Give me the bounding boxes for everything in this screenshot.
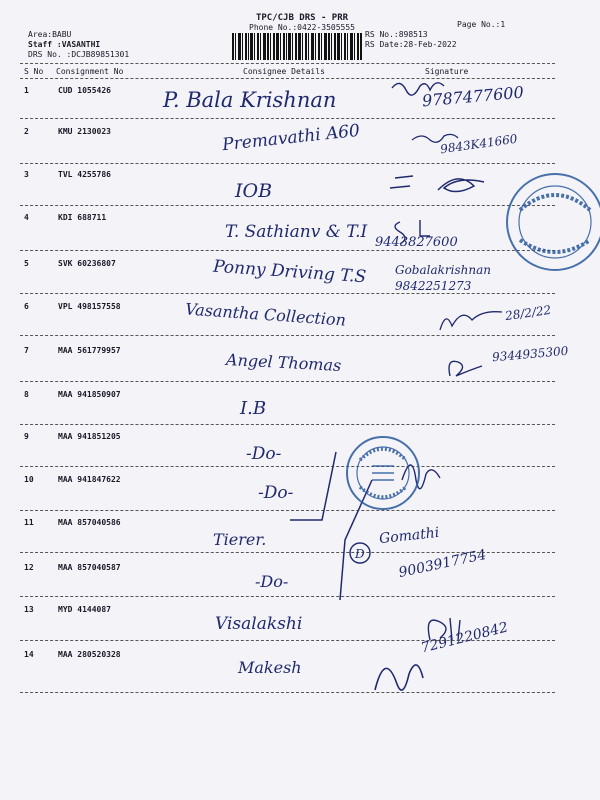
row-1-signature: 9787477600 [421,82,525,111]
signature-scribble-10 [402,465,440,489]
document-title: TPC/CJB DRS - PRR [255,13,349,23]
row-5-consignee: Ponny Driving T.S [212,256,367,288]
row-11-consignment: MAA 857040586 [58,518,121,527]
row-14-consignment: MAA 280520328 [58,650,121,659]
row-12-consignment: MAA 857040587 [58,563,121,572]
row-4-sno: 4 [24,213,29,222]
row-14-sno: 14 [24,650,34,659]
row-10-sno: 10 [24,475,34,484]
signature-scribble-7 [449,361,482,376]
row-1-consignee: P. Bala Krishnan [163,88,337,112]
signature-scribble-3 [438,179,484,192]
rs-number: RS No.:898513 [365,30,428,39]
row-5-signature: Gobalakrishnan 9842251273 [395,263,491,293]
drs-label: DRS No. : [28,50,72,59]
column-header-signature: Signature [425,67,469,76]
stamp-seal-middle [347,437,419,509]
signature-scribble-14 [375,665,423,690]
row-13-consignment: MYD 4144087 [58,605,111,614]
row-12-consignee: -Do- [255,572,289,591]
row-4-consignment: KDI 688711 [58,213,107,222]
row-12-sno: 12 [24,563,34,572]
row-6-signature: 28/2/22 [504,302,553,324]
row-9-consignment: MAA 941851205 [58,432,121,441]
dash-mark [395,176,413,178]
row-8-consignee: I.B [240,398,267,419]
column-header-sno: S No [24,67,44,76]
row-1-sno: 1 [24,86,29,95]
signature-scribble-6 [440,312,502,330]
row-7-consignment: MAA 561779957 [58,346,121,355]
column-header-consignee: Consignee Details [243,67,325,76]
drs-value: DCJB89851301 [71,50,130,59]
staff-value: VASANTHI [61,40,101,49]
row-8-consignment: MAA 941850907 [58,390,121,399]
rs-date: RS Date:28-Feb-2022 [365,40,457,49]
d-letter-mark: D [355,547,365,561]
row-2-consignment: KMU 2130023 [58,127,111,136]
row-9-consignee: -Do- [246,444,282,464]
row-7-consignee: Angel Thomas [225,349,342,376]
row-4-signature: 9443827600 [375,235,458,250]
row-3-sno: 3 [24,170,29,179]
staff-label: Staff : [28,40,62,49]
row-8-sno: 8 [24,390,29,399]
row-6-consignee: Vasantha Collection [184,299,347,330]
row-11-signature: Gomathi [378,524,441,548]
row-3-consignment: TVL 4255786 [58,170,111,179]
row-4-consignee: T. Sathianv & T.I [225,222,368,242]
row-10-consignment: MAA 941847622 [58,475,121,484]
signature-scribble-4 [395,220,430,244]
row-13-consignee: Visalakshi [215,614,303,634]
row-10-consignee: -Do- [258,483,294,503]
row-7-signature: 9344935300 [491,343,569,365]
row-2-consignee: Premavathi A60 [221,120,361,156]
bracket-line [290,452,336,520]
area-label: Area: [28,30,53,39]
dash-mark [390,186,410,188]
page-number: Page No.:1 [457,20,506,29]
row-5-sno: 5 [24,259,29,268]
row-6-sno: 6 [24,302,29,311]
row-11-consignee: Tierer. [213,530,267,549]
row-12-signature: 9003917754 [397,546,488,582]
row-9-sno: 9 [24,432,29,441]
row-11-sno: 11 [24,518,34,527]
row-14-signature: 7291220842 [419,619,510,657]
row-2-sno: 2 [24,127,29,136]
row-2-signature: 9843K41660 [439,131,519,157]
signature-scribble-1 [392,83,444,95]
phone-number: Phone No.:0422-3505555 [249,23,355,32]
row-5-consignment: SVK 60236807 [58,259,116,268]
area-value: BABU [52,30,72,39]
row-13-sno: 13 [24,605,34,614]
signature-scribble-2 [412,134,458,142]
row-14-consignee: Makesh [238,658,302,677]
row-1-consignment: CUD 1055426 [58,86,111,95]
row-6-consignment: VPL 498157558 [58,302,121,311]
column-header-consignment: Consignment No [56,67,124,76]
row-3-consignee: IOB [235,180,273,202]
signature-scribble-13 [428,618,460,640]
stamp-seal-top [507,174,600,270]
row-7-sno: 7 [24,346,29,355]
